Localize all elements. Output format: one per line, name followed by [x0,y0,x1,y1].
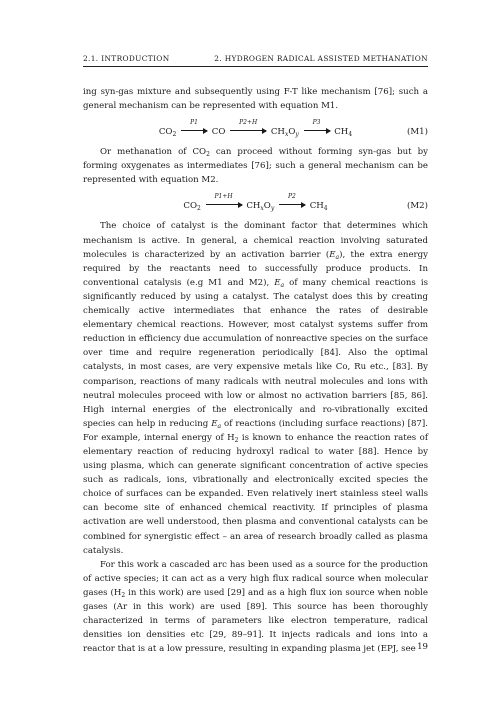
page-number: 19 [417,642,428,652]
paragraph-4: For this work a cascaded arc has been used as a source for the production of active species; it can act as a very high flux radical source when molecular gases ($H_2$ in this work) are used [29] and as a high flux ion source when noble gases (Ar in this work) are used [89]. This source has been thoroughly characterized in terms of parameters like electron temperature, radical densities ion densities etc [29, 89–91]. It injects radicals and ions into a reactor that is at a low pressure, resulting in expanding plasma jet (EPJ, see [83,559,428,655]
header-chapter-right: 2. HYDROGEN RADICAL ASSISTED METHANATION [214,54,428,63]
equation-m1-formula: $CO_2$ P1 CO P2+H $CH_xO_y$ P3 $CH_4$ [158,119,353,139]
equation-m1 [83,115,428,141]
header-section-left: 2.1. INTRODUCTION [83,54,170,63]
running-header [83,54,428,63]
paragraph-2: Or methanation of $CO_2$ can proceed without forming syn-gas but by forming oxygenates as intermediates [76]; such a general mechanism can be represented with equation M2. [83,147,428,186]
paragraph-1: ing syn-gas mixture and subsequently using F-T like mechanism [76]; such a general mechanism can be represented with equation M1. [83,87,428,112]
reaction-arrow-icon: P3 [304,125,330,139]
equation-m2-formula: $CO_2$ P1+H $CH_xO_y$ P2 $CH_4$ [183,193,328,213]
equation-m2 [83,189,428,215]
paragraph-3: The choice of catalyst is the dominant factor that determines which mechanism is active. In general, a chemical reaction involving saturated molecules is characterized by an activation barrier $(E_a)$, the extra energy required by the reactants need to successfully produce products. In conventional catalysis (e.g M1 and M2), $E_a$ of many chemical reactions is significantly reduced by using a catalyst. The catalyst does this by creating chemically active intermediates that enhance the rates of desirable elementary chemical reactions. However, most catalyst systems suffer from reduction in efficiency due accumulation of nonreactive species on the surface over time and require regeneration periodically [84]. Also the optimal catalysts, in most cases, are very expensive metals like Co, Ru etc., [83]. By comparison, reactions of many radicals with neutral molecules and ions with neutral molecules proceed with low or almost no activation barriers [85, 86]. High internal energies of the electronically and ro-vibrationally excited species can help in reducing $E_a$ of reactions (including surface reactions) [87]. For example, internal energy of $H_2$ is known to enhance the reaction rates of elementary reaction of reducing hydroxyl radical to water [88]. Hence by using plasma, which can generate significant concentration of active species such as radicals, ions, vibrationally and electronically excited species the choice of surfaces can be expanded. Even relatively inert stainless steel walls can become site of enhanced chemical reactivity. If principles of plasma activation are well understood, then plasma and conventional catalysts can be combined for synergistic effect – an area of research broadly called as plasma catalysis. [83,221,428,556]
equation-m2-number: (M2) [407,201,428,212]
equation-m1-number: (M1) [407,127,428,138]
header-rule [83,66,428,67]
reaction-arrow-icon: P2+H [230,125,266,139]
reaction-arrow-icon: P1+H [206,199,242,213]
reaction-arrow-icon: P2 [279,199,305,213]
reaction-arrow-icon: P1 [181,125,207,139]
body-text [83,85,428,656]
